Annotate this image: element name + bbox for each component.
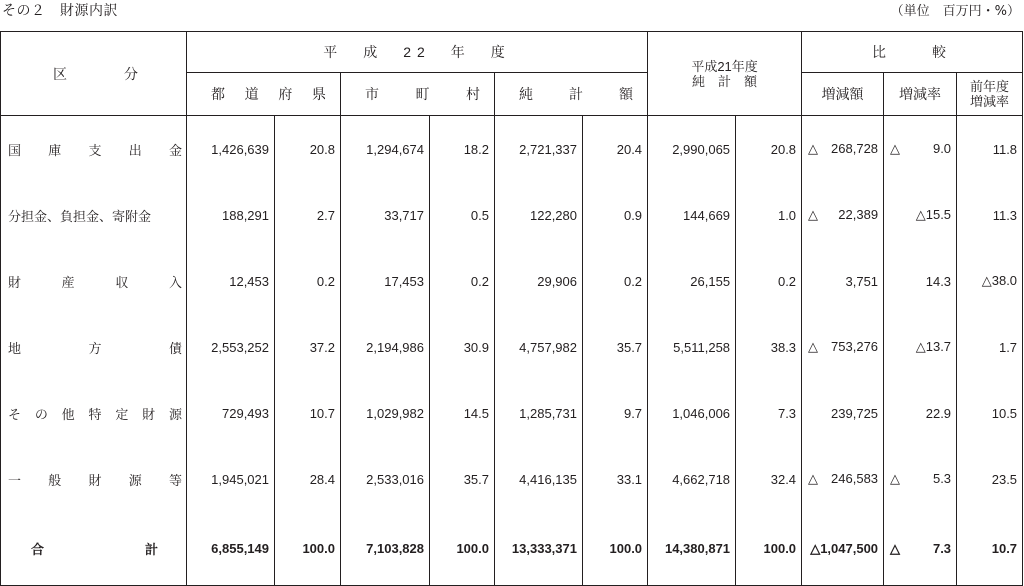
net-amount: 4,757,982 [495,314,583,380]
muni-amount: 2,194,986 [341,314,430,380]
pref-pct: 0.2 [275,248,341,314]
diff-rate: △13.7 [884,314,957,380]
prev-pct: 100.0 [736,512,802,586]
table-row [1,248,1023,314]
prev-pct: 38.3 [736,314,802,380]
pref-amount: 729,493 [187,380,275,446]
header-hikaku: 比 較 [802,32,1023,73]
header-zogengaku: 増減額 [802,73,884,116]
prev-rate: 23.5 [957,446,1023,512]
row-label: 国庫支出金 [1,116,187,183]
prev-pct: 0.2 [736,248,802,314]
prev-amount: 2,990,065 [648,116,736,183]
pref-amount: 1,426,639 [187,116,275,183]
prev-amount: 4,662,718 [648,446,736,512]
pref-amount: 12,453 [187,248,275,314]
prev-amount: 5,511,258 [648,314,736,380]
net-amount: 122,280 [495,182,583,248]
muni-pct: 100.0 [430,512,495,586]
pref-amount: 1,945,021 [187,446,275,512]
prev-pct: 32.4 [736,446,802,512]
diff-amount: △ 246,583 [802,446,884,512]
header-todofuken: 都 道 府 県 [187,73,341,116]
row-label: 合計 [1,512,187,586]
revenue-breakdown-table [0,31,1023,586]
header-zogenritsu: 増減率 [884,73,957,116]
table-row [1,314,1023,380]
pref-pct: 2.7 [275,182,341,248]
net-amount: 4,416,135 [495,446,583,512]
diff-rate: 14.3 [884,248,957,314]
prev-rate: 10.5 [957,380,1023,446]
net-pct: 0.9 [583,182,648,248]
diff-amount: △ 22,389 [802,182,884,248]
net-amount: 2,721,337 [495,116,583,183]
muni-pct: 35.7 [430,446,495,512]
row-label: 分担金、負担金、寄附金 [1,182,187,248]
pref-amount: 2,553,252 [187,314,275,380]
pref-pct: 37.2 [275,314,341,380]
diff-amount: △ 753,276 [802,314,884,380]
table-row [1,116,1023,183]
muni-pct: 0.2 [430,248,495,314]
prev-amount: 1,046,006 [648,380,736,446]
net-pct: 35.7 [583,314,648,380]
header-h22: 平 成 22 年 度 [187,32,648,73]
row-label: その他特定財源 [1,380,187,446]
total-row [1,512,1023,586]
muni-amount: 2,533,016 [341,446,430,512]
prev-pct: 20.8 [736,116,802,183]
diff-rate: △ 5.3 [884,446,957,512]
header-junkei: 純 計 額 [495,73,648,116]
muni-amount: 7,103,828 [341,512,430,586]
header-h21: 平成21年度 純 計 額 [648,32,802,116]
net-pct: 0.2 [583,248,648,314]
prev-amount: 144,669 [648,182,736,248]
row-label: 財産収入 [1,248,187,314]
header-zennen: 前年度 増減率 [957,73,1023,116]
diff-rate: 22.9 [884,380,957,446]
pref-amount: 188,291 [187,182,275,248]
diff-amount: 3,751 [802,248,884,314]
table-row [1,446,1023,512]
pref-pct: 20.8 [275,116,341,183]
net-pct: 9.7 [583,380,648,446]
page-title: その２ 財源内訳 [2,3,118,19]
net-amount: 13,333,371 [495,512,583,586]
muni-pct: 18.2 [430,116,495,183]
prev-rate: 11.8 [957,116,1023,183]
diff-rate: △ 7.3 [884,512,957,586]
diff-rate: △ 9.0 [884,116,957,183]
row-label: 地方債 [1,314,187,380]
diff-amount: △1,047,500 [802,512,884,586]
diff-amount: 239,725 [802,380,884,446]
net-pct: 20.4 [583,116,648,183]
net-pct: 100.0 [583,512,648,586]
table-row [1,182,1023,248]
net-amount: 1,285,731 [495,380,583,446]
unit-label: （単位 百万円・%） [890,4,1020,19]
muni-pct: 30.9 [430,314,495,380]
muni-amount: 1,294,674 [341,116,430,183]
net-pct: 33.1 [583,446,648,512]
header-shichoson: 市 町 村 [341,73,495,116]
prev-rate: 10.7 [957,512,1023,586]
diff-amount: △ 268,728 [802,116,884,183]
prev-rate: 1.7 [957,314,1023,380]
header-kubun: 区 分 [1,32,187,116]
prev-rate: △38.0 [957,248,1023,314]
pref-pct: 28.4 [275,446,341,512]
muni-amount: 17,453 [341,248,430,314]
diff-rate: △15.5 [884,182,957,248]
muni-pct: 0.5 [430,182,495,248]
prev-pct: 7.3 [736,380,802,446]
pref-pct: 100.0 [275,512,341,586]
prev-amount: 14,380,871 [648,512,736,586]
pref-pct: 10.7 [275,380,341,446]
row-label: 一般財源等 [1,446,187,512]
table-row [1,380,1023,446]
prev-rate: 11.3 [957,182,1023,248]
muni-amount: 33,717 [341,182,430,248]
pref-amount: 6,855,149 [187,512,275,586]
muni-amount: 1,029,982 [341,380,430,446]
prev-pct: 1.0 [736,182,802,248]
prev-amount: 26,155 [648,248,736,314]
net-amount: 29,906 [495,248,583,314]
muni-pct: 14.5 [430,380,495,446]
